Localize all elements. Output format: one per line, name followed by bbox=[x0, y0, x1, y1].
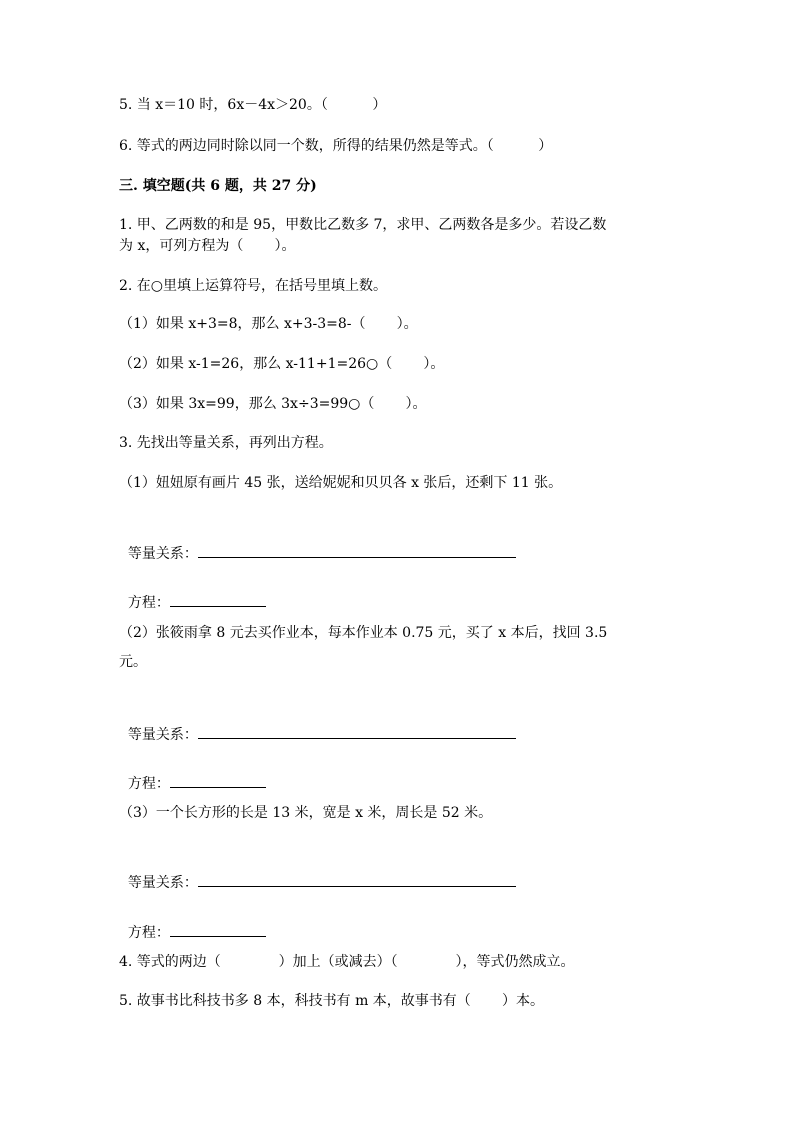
equation-answer-line[interactable] bbox=[170, 922, 266, 937]
equation-label: 方程： bbox=[127, 776, 170, 792]
section-heading-fill: 三. 填空题(共 6 题，共 27 分) bbox=[119, 178, 317, 194]
relation-label: 等量关系： bbox=[127, 727, 198, 743]
fill-question-2-part-3: （3）如果 3x=99，那么 3x÷3=99○（ ）。 bbox=[119, 396, 427, 412]
relation-row-3 bbox=[119, 852, 516, 893]
fill-question-4: 4. 等式的两边（ ）加上（或减去）（ ），等式仍然成立。 bbox=[119, 954, 575, 970]
relation-label: 等量关系： bbox=[127, 546, 198, 562]
equation-answer-line[interactable] bbox=[170, 592, 266, 607]
relation-row-1 bbox=[119, 523, 516, 564]
relation-answer-line[interactable] bbox=[198, 724, 516, 739]
fill-question-1-line-2: 为 x，可列方程为（ ）。 bbox=[119, 238, 296, 254]
fill-question-5: 5. 故事书比科技书多 8 本，科技书有 m 本，故事书有（ ）本。 bbox=[119, 993, 544, 1009]
fill-question-2-part-1: （1）如果 x+3=8，那么 x+3-3=8-（ ）。 bbox=[119, 316, 418, 332]
equation-row-3 bbox=[119, 902, 266, 943]
equation-label: 方程： bbox=[127, 925, 170, 941]
fill-question-3: 3. 先找出等量关系，再列出方程。 bbox=[119, 435, 333, 451]
judge-question-5: 5. 当 x＝10 时，6x－4x＞20。（ ） bbox=[119, 97, 387, 113]
judge-question-6: 6. 等式的两边同时除以同一个数，所得的结果仍然是等式。（ ） bbox=[119, 138, 553, 154]
fill-question-1-line-1: 1. 甲、乙两数的和是 95，甲数比乙数多 7，求甲、乙两数各是多少。若设乙数 bbox=[119, 217, 607, 233]
relation-row-2 bbox=[119, 704, 516, 745]
relation-answer-line[interactable] bbox=[198, 543, 516, 558]
equation-answer-line[interactable] bbox=[170, 773, 266, 788]
relation-answer-line[interactable] bbox=[198, 872, 516, 887]
fill-question-3-part-1: （1）妞妞原有画片 45 张，送给妮妮和贝贝各 x 张后，还剩下 11 张。 bbox=[119, 475, 563, 491]
equation-row-2 bbox=[119, 753, 266, 794]
fill-question-3-part-3: （3）一个长方形的长是 13 米，宽是 x 米，周长是 52 米。 bbox=[119, 805, 493, 821]
equation-label: 方程： bbox=[127, 595, 170, 611]
relation-label: 等量关系： bbox=[127, 875, 198, 891]
fill-question-3-part-2-line-2: 元。 bbox=[119, 654, 147, 670]
fill-question-2: 2. 在○里填上运算符号，在括号里填上数。 bbox=[119, 278, 388, 294]
fill-question-3-part-2-line-1: （2）张筱雨拿 8 元去买作业本，每本作业本 0.75 元，买了 x 本后，找回 3.5 bbox=[119, 625, 608, 641]
equation-row-1 bbox=[119, 572, 266, 613]
fill-question-2-part-2: （2）如果 x-1=26，那么 x-11+1=26○（ ）。 bbox=[119, 356, 445, 372]
